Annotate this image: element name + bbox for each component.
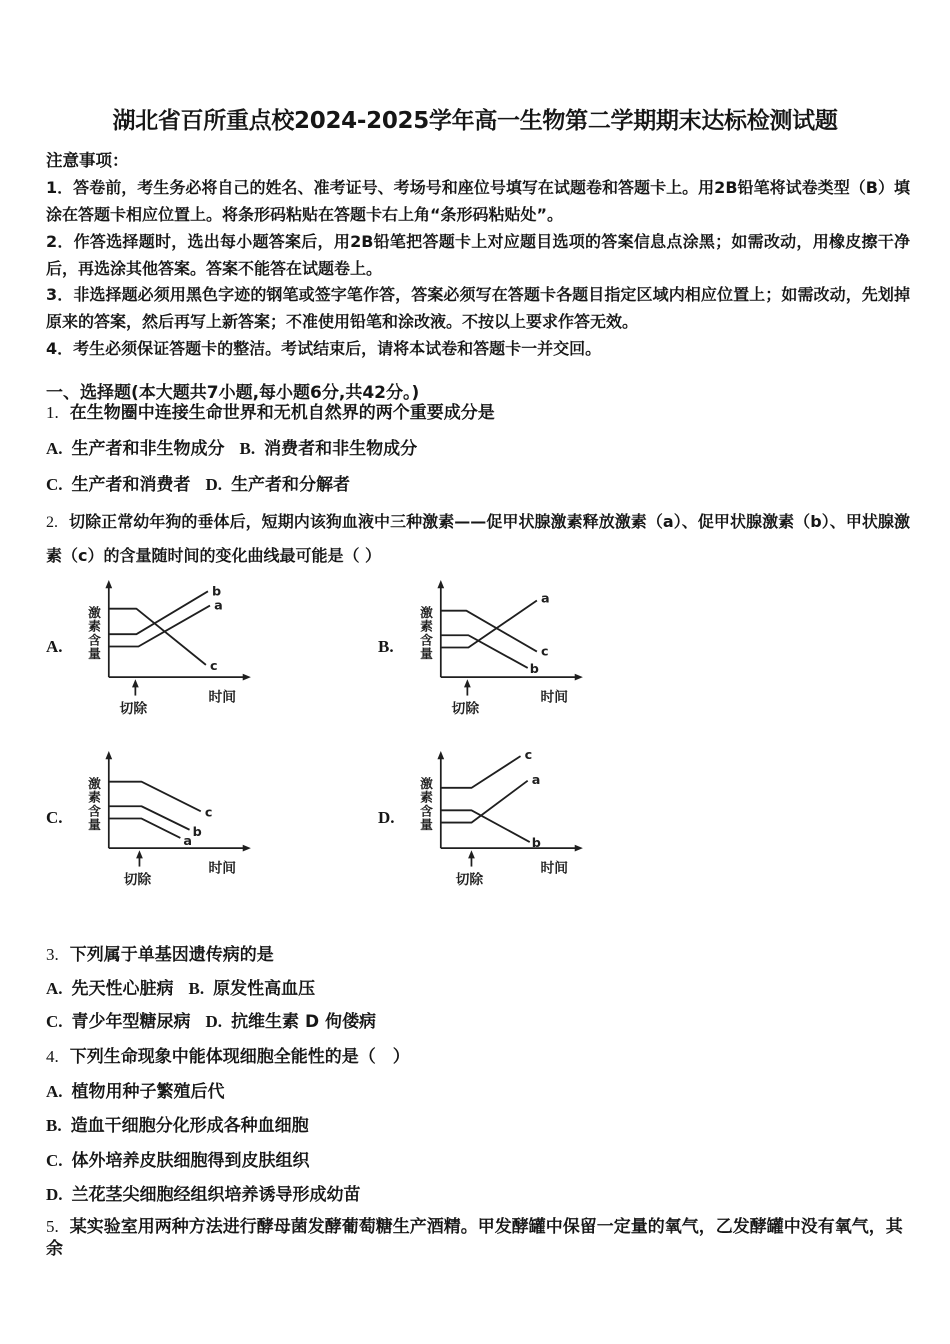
option-row	[46, 1184, 910, 1206]
option-d	[46, 1184, 361, 1206]
option-c	[46, 474, 191, 496]
option-row	[46, 1011, 910, 1033]
graph-option-d	[378, 749, 710, 887]
option-b	[46, 1115, 309, 1137]
hormone-time-graph-d	[408, 749, 584, 887]
option-b	[240, 438, 418, 460]
option-b	[189, 978, 316, 1000]
option-text: 抗维生素 D 佝偻病	[231, 1012, 377, 1032]
q2-graph-options	[46, 578, 710, 887]
notice-item-1: 1．答卷前，考生务必将自己的姓名、准考证号、考场号和座位号填写在试题卷和答题卡上。用2B铅笔将试卷类型（B）填涂在答题卡相应位置上。将条形码粘贴在答题卡右上角“条形码粘贴处”。	[46, 178, 910, 224]
question-text: 切除正常幼年狗的垂体后，短期内该狗血液中三种激素——促甲状腺激素释放激素（a）、促甲状腺激素（b）、甲状腺激素（c）的含量随时间的变化曲线最可能是（ ）	[46, 512, 910, 565]
option-text: 生产者和分解者	[231, 475, 351, 495]
option-row	[46, 474, 910, 496]
hormone-time-graph-b	[408, 578, 584, 716]
option-letter: A.	[46, 637, 63, 656]
option-row	[46, 1150, 910, 1172]
svg-text:a: a	[531, 772, 541, 788]
option-row	[46, 1081, 910, 1103]
option-a	[46, 438, 225, 460]
question-3-stem	[46, 944, 910, 966]
svg-text:激: 激	[88, 776, 101, 792]
option-letter: A.	[46, 1081, 63, 1101]
question-3	[46, 944, 910, 1033]
svg-text:c: c	[204, 805, 213, 821]
svg-text:激: 激	[420, 605, 433, 621]
question-text: 下列属于单基因遗传病的是	[69, 945, 274, 965]
svg-text:切除: 切除	[119, 700, 148, 716]
question-number: 4.	[46, 1047, 59, 1066]
option-text: 消费者和非生物成分	[264, 439, 418, 459]
question-2	[46, 505, 910, 572]
option-text: 植物用种子繁殖后代	[71, 1081, 225, 1102]
option-row	[46, 1115, 910, 1137]
graph-option-a	[46, 578, 378, 716]
notice-item-4: 4．考生必须保证答题卡的整洁。考试结束后，请将本试卷和答题卡一并交回。	[46, 339, 602, 358]
option-letter: D.	[205, 1012, 223, 1031]
svg-text:切除: 切除	[455, 871, 484, 887]
svg-text:a: a	[183, 834, 193, 850]
option-letter: D.	[378, 808, 395, 827]
svg-text:激: 激	[420, 776, 433, 792]
question-4-stem	[46, 1046, 910, 1068]
svg-text:切除: 切除	[123, 871, 152, 887]
question-number: 3.	[46, 945, 59, 964]
option-letter: C.	[46, 1150, 63, 1170]
svg-text:量: 量	[420, 818, 433, 834]
option-letter: B.	[46, 1116, 62, 1135]
option-letter: A.	[46, 978, 63, 998]
svg-text:素: 素	[88, 790, 101, 806]
option-c	[46, 1150, 310, 1172]
svg-text:时间: 时间	[208, 689, 237, 706]
option-letter: D.	[205, 475, 223, 494]
option-letter: B.	[239, 439, 256, 458]
svg-text:时间: 时间	[540, 860, 569, 877]
option-letter: A.	[46, 439, 63, 458]
option-d	[206, 474, 351, 496]
svg-text:量: 量	[88, 818, 101, 834]
option-c	[46, 1011, 191, 1033]
option-text: 体外培养皮肤细胞得到皮肤组织	[71, 1150, 310, 1171]
svg-text:含: 含	[420, 633, 433, 649]
option-letter: C.	[46, 475, 63, 494]
option-row	[46, 978, 910, 1000]
option-text: 原发性高血压	[213, 978, 316, 999]
svg-text:b: b	[529, 662, 539, 678]
svg-text:含: 含	[88, 633, 101, 649]
svg-text:量: 量	[88, 647, 101, 663]
svg-text:时间: 时间	[208, 860, 237, 877]
question-number: 1.	[46, 403, 59, 422]
option-letter: C.	[46, 1012, 63, 1031]
hormone-time-graph-a	[76, 578, 252, 716]
option-letter: D.	[46, 1185, 63, 1204]
question-text: 下列生命现象中能体现细胞全能性的是（ ）	[69, 1047, 410, 1067]
notice-item-2: 2．作答选择题时，选出每小题答案后，用2B铅笔把答题卡上对应题目选项的答案信息点涂黑；如需改动，用橡皮擦干净后，再选涂其他答案。答案不能答在试题卷上。	[46, 232, 910, 278]
svg-text:a: a	[214, 598, 223, 614]
svg-text:b: b	[192, 824, 202, 840]
svg-text:激: 激	[88, 605, 101, 621]
option-letter: C.	[46, 808, 63, 827]
notice-heading: 注意事项：	[46, 151, 129, 170]
question-text: 某实验室用两种方法进行酵母菌发酵葡萄糖生产酒精。甲发酵罐中保留一定量的氧气，乙发酵罐中没有氧气，其余	[46, 1217, 903, 1259]
question-5	[46, 1216, 910, 1260]
question-1-stem	[46, 402, 910, 424]
graph-option-b	[378, 578, 710, 716]
option-text: 生产者和非生物成分	[71, 439, 225, 459]
question-number: 5.	[46, 1217, 59, 1236]
option-text: 造血干细胞分化形成各种血细胞	[70, 1116, 309, 1136]
option-d	[206, 1011, 376, 1033]
option-text: 先天性心脏病	[71, 978, 174, 999]
svg-text:量: 量	[420, 647, 433, 663]
svg-text:素: 素	[420, 790, 433, 806]
svg-text:b: b	[212, 584, 222, 600]
option-text: 青少年型糖尿病	[71, 1012, 191, 1032]
svg-text:素: 素	[88, 619, 101, 635]
graph-option-c	[46, 749, 378, 887]
option-letter: B.	[378, 637, 394, 656]
option-row	[46, 438, 910, 460]
question-text: 在生物圈中连接生命世界和无机自然界的两个重要成分是	[69, 403, 495, 423]
svg-text:含: 含	[88, 804, 101, 820]
hormone-time-graph-c	[76, 749, 252, 887]
svg-text:c: c	[540, 644, 549, 660]
svg-text:c: c	[524, 749, 533, 764]
svg-text:素: 素	[420, 619, 433, 635]
option-a	[46, 1081, 225, 1103]
option-text: 兰花茎尖细胞经组织培养诱导形成幼苗	[71, 1185, 361, 1205]
svg-text:切除: 切除	[451, 700, 480, 716]
option-text: 生产者和消费者	[71, 475, 191, 495]
question-number: 2.	[46, 514, 58, 531]
question-1	[46, 402, 910, 496]
svg-text:c: c	[210, 659, 218, 674]
option-letter: B.	[188, 978, 205, 998]
svg-text:含: 含	[420, 804, 433, 820]
option-a	[46, 978, 174, 1000]
svg-text:b: b	[531, 836, 541, 852]
notice-item-3: 3．非选择题必须用黑色字迹的钢笔或签字笔作答，答案必须写在答题卡各题目指定区域内相应位置上；如需改动，先划掉原来的答案，然后再写上新答案；不准使用铅笔和涂改液。不按以上要求作答无效。	[46, 285, 910, 331]
svg-text:a: a	[540, 591, 550, 607]
question-4	[46, 1046, 910, 1206]
page-title: 湖北省百所重点校2024-2025学年高一生物第二学期期末达标检测试题	[112, 108, 838, 134]
svg-text:时间: 时间	[540, 689, 569, 706]
section-heading: 一、选择题(本大题共7小题,每小题6分,共42分。)	[46, 383, 420, 403]
